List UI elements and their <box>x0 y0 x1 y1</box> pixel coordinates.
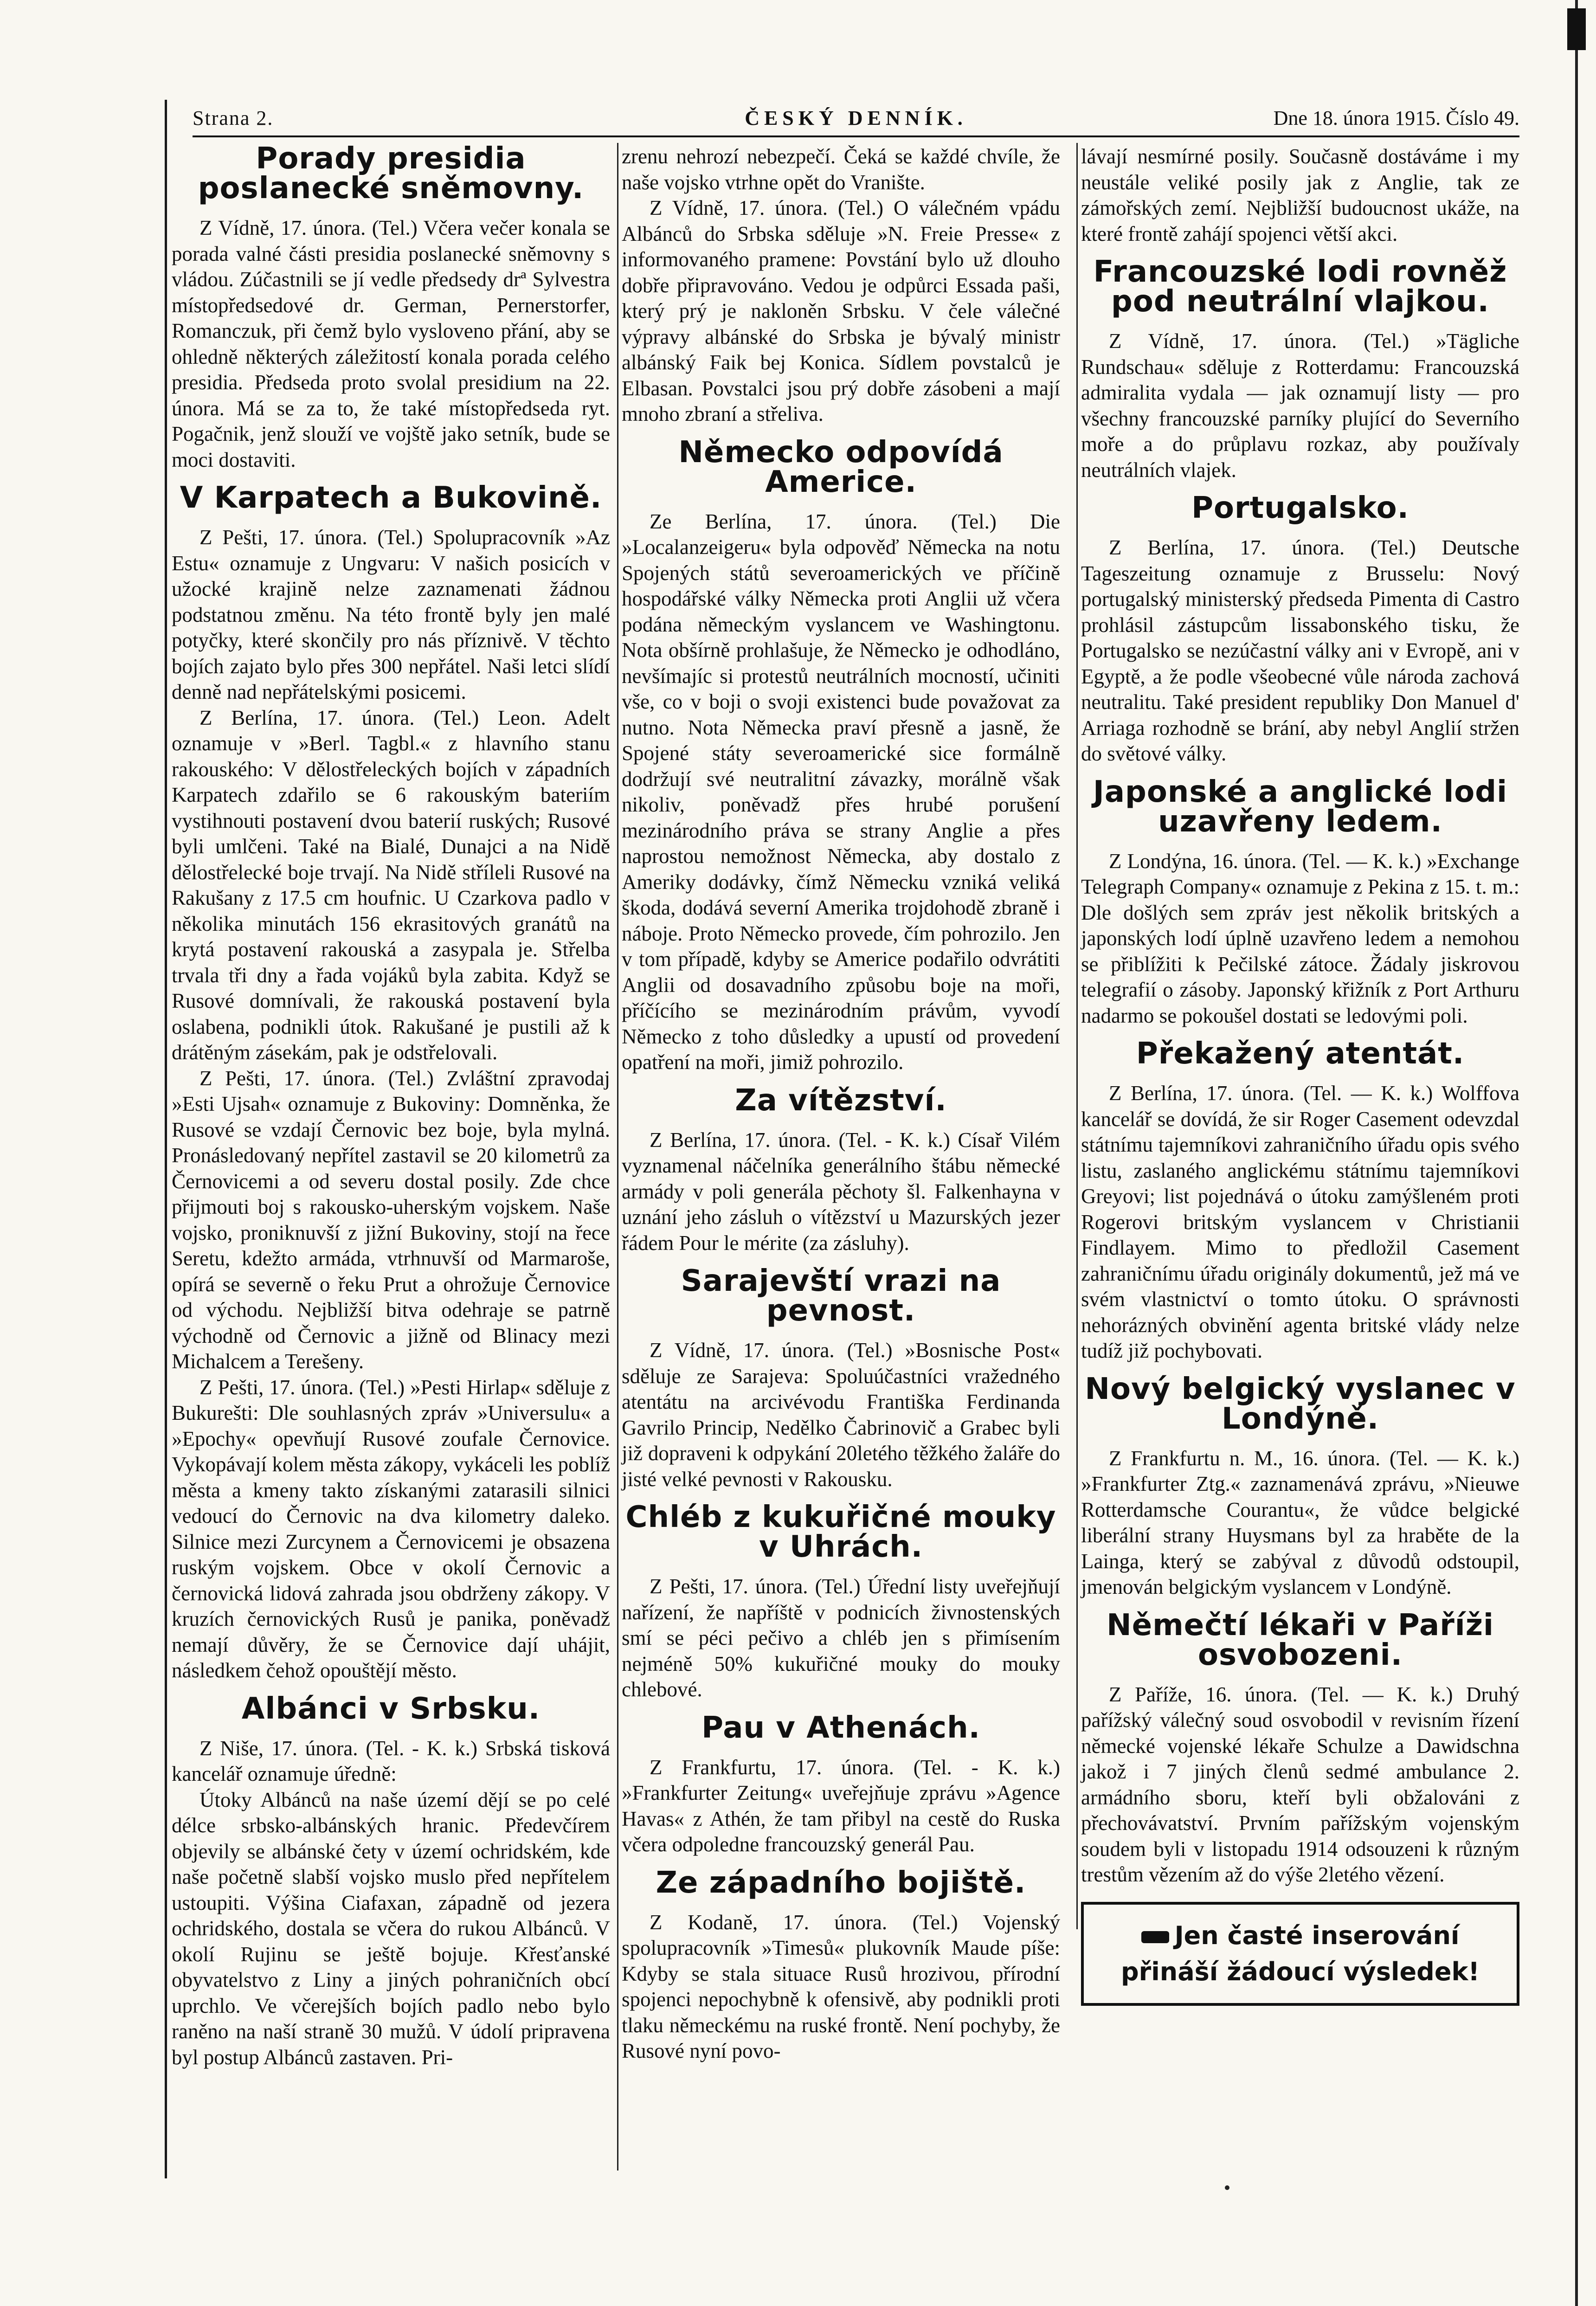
article-headline: Za vítězství. <box>735 1083 947 1118</box>
article-presidium <box>172 144 610 473</box>
article-headline: Německo odpovídá Americe. <box>678 435 1004 499</box>
ad-text: Jen časté inserování <box>1174 1920 1460 1950</box>
article-portugal <box>1081 493 1519 767</box>
article-albanians-continued <box>622 144 1060 427</box>
article-paragraph: Útoky Albánců na naše území dějí se po celé délce srbsko-albánských hranic. Předevčírem objevily se albánské čety v území ochridském, kde naše početně slabší vojsko muslo před nepřítelem ustoupiti. Výšina Ciafaxan, západně od jezera ochridského, dostala se včera do rukou Albánců. V okolí Rujinu se ještě bojuje. Křesťanské obyvatelstvo z Liny a jiných pohraničních obcí uprchlo. Ve včerejších bojích padlo nebo bylo raněno na naší straně 30 mužů. V údolí pripravena byl postup Albánců zastaven. Pri- <box>172 1788 610 2069</box>
page-number: Strana 2. <box>193 107 274 129</box>
article-paragraph: lávají nesmírné posily. Současně dostáváme i my neustále veliké posily jak z Anglie, tak ze zámořských zemí. Nejbližší budoucnost ukáže, na které frontě zahájí spojenci větší akci. <box>1081 145 1519 245</box>
article-paragraph: Z Pešti, 17. února. (Tel.) Úřední listy uveřejňují nařízení, že napříště v podnicích živnostenských smí se péci pečivo a chléb jen s přimísením nejméně 50% kukuřičné mouky do mouky chlebové. <box>622 1575 1060 1701</box>
article-paragraph: Z Pešti, 17. února. (Tel.) Spolupracovník »Az Estu« oznamuje z Ungvaru: V našich posicích v užocké krajině nelze zaznamenati žádnou podstatnou změnu. Na této frontě byly jen malé potyčky, které skončily pro nás příznivě. V těchto bojích zajato bylo přes 300 nepřátel. Naši letci slídí denně nad nepřátelskými posicemi. <box>172 526 610 703</box>
article-paragraph: Z Londýna, 16. února. (Tel. — K. k.) »Exchange Telegraph Company« oznamuje z Pekina z 15. t. m.: Dle došlých sem zpráv jest několik britských a japonských lodí úplně uzavřeno ledem a nemohou se přiblížiti k Pečilské zátoce. Žádaly jiskrovou telegrafií o zásoby. Japonský křižník z Port Arthuru nadarmo se pokoušel dostati se ledovými poli. <box>1081 849 1519 1027</box>
article-headline: Pau v Athenách. <box>701 1710 980 1745</box>
article-carpathians <box>172 483 610 1684</box>
article-german-doctors <box>1081 1610 1519 1888</box>
article-paragraph: Z Berlína, 17. února. (Tel. - K. k.) Císař Vilém vyznamenal náčelníka generálního štábu německé armády v poli generála pěchoty šl. Falkenhayna v uznání jeho zásluh o vítězství u Mazurských jezer řádem Pour le mérite (za zásluhy). <box>622 1128 1060 1255</box>
masthead <box>193 102 1519 135</box>
ad-line <box>1088 1918 1512 1954</box>
article-headline: Chléb z kukuřičné mouky v Uhrách. <box>625 1500 1056 1564</box>
column-rule <box>1076 143 1078 1929</box>
article-western-front-continued <box>1081 144 1519 247</box>
article-paragraph: Z Berlína, 17. února. (Tel.) Deutsche Tageszeitung oznamuje z Brusselu: Nový portugalský ministerský předseda Pimenta di Castro prohlásil zástupcům lissabonského tisku, že Portugalsko se nezúčastní války ani v Evropě, ani v Egyptě, a že podle všeobecné vůle národa zachová neutralitu. Také president republiky Don Manuel d' Arriaga rozhodně se brání, aby nebyl Anglií stržen do světové války. <box>1081 536 1519 765</box>
article-headline: Porady presidia poslanecké sněmovny. <box>198 142 584 206</box>
pointing-hand-icon <box>1141 1931 1169 1943</box>
article-headline: Portugalsko. <box>1191 491 1409 525</box>
article-paragraph: Z Frankfurtu, 17. února. (Tel. - K. k.) »Frankfurter Zeitung« uveřejňuje zprávu »Agence Havas« z Athén, že tam přibyl na cestě do Ruska včera odpoledne francouzský generál Pau. <box>622 1755 1060 1856</box>
article-paragraph: zrenu nehrozí nebezpečí. Čeká se každé chvíle, že naše vojsko vtrhne opět do Vranište. <box>622 145 1060 194</box>
scan-corner-mark <box>1567 8 1586 50</box>
article-french-ships <box>1081 257 1519 483</box>
article-paragraph: Z Paříže, 16. února. (Tel. — K. k.) Druhý pařížský válečný soud osvobodil v revisním řízení německé vojenské lékaře Schulze a Dawidschna jakož i 7 jiných členů sedmé ambulance 2. armádního sboru, kteří byli obžalováni z přechovávatství. Prvním pařížským vojenským soudem byli v listopadu 1914 odsouzeni k různým trestům vězením až do výše 2letého vězení. <box>1081 1682 1519 1886</box>
article-headline: Japonské a anglické lodi uzavřeny ledem. <box>1093 774 1507 839</box>
column-2 <box>622 144 1060 2064</box>
article-headline: Překažený atentát. <box>1136 1037 1465 1071</box>
article-headline: Albánci v Srbsku. <box>241 1691 541 1726</box>
article-headline: Němečtí lékaři v Paříži osvobozeni. <box>1107 1608 1494 1672</box>
article-paragraph: Z Vídně, 17. února. (Tel.) O válečném vpádu Albánců do Srbska sděluje »N. Freie Presse« z informovaného pramene: Povstání bylo už dlouho dobře připravováno. Vedou je odpůrci Essada paši, který prý je nakloněn Srbsku. V čele válečné výpravy albánské do Srbska je bývalý ministr albánský Faik bej Konica. Sídlem povstalců je Elbasan. Povstalci jsou prý dobře zásobeni a mají mnoho zbraní a střeliva. <box>622 196 1060 425</box>
article-corn-bread <box>622 1502 1060 1703</box>
article-headline: Nový belgický vyslanec v Londýně. <box>1085 1372 1516 1436</box>
article-thwarted-attack <box>1081 1039 1519 1364</box>
article-paragraph: Z Niše, 17. února. (Tel. - K. k.) Srbská tisková kancelář oznamuje úředně: <box>172 1736 610 1785</box>
article-paragraph: Z Berlína, 17. února. (Tel.) Leon. Adelt oznamuje v »Berl. Tagbl.« z hlavního stanu rakouského: V dělostřeleckých bojích v západních Karpatech zdařilo se 6 rakouským bateriím vystihnouti postavení dvou baterií ruských; Rusové byli umlčeni. Také na Bialé, Dunajci a na Nidě dělostřelecké boje trvají. Na Nidě stříleli Rusové na Rakušany z 17.5 cm houfnic. U Czarkova padlo v několika minutách 156 ekrasitových granátů na krytá postavení rakouská a zasypala je. Střelba trvala tři dny a řada vojáků byla zabita. Když se Rusové domnívali, že rakouská postavení byla oslabena, podnikli útok. Rakušané je pustili až k drátěným zásekám, pak je odstřelovali. <box>172 706 610 1064</box>
column-1 <box>172 144 610 2070</box>
scan-edge <box>1575 0 1578 2306</box>
article-paragraph: Z Frankfurtu n. M., 16. února. (Tel. — K. k.) »Frankfurter Ztg.« zaznamenává zprávu, »Nieuwe Rotterdamsche Courantu«, že vůdce belgické liberální strany Huysmans byl za hraběte de la Lainga, který se zabýval z důvodů odstoupil, jmenován belgickým vyslancem v Londýně. <box>1081 1446 1519 1598</box>
article-headline: Ze západního bojiště. <box>656 1865 1026 1900</box>
article-albanians <box>172 1691 610 2071</box>
advertisement-box <box>1081 1902 1519 2006</box>
article-belgian-envoy <box>1081 1374 1519 1600</box>
article-germany-america <box>622 435 1060 1076</box>
article-western-front <box>622 1865 1060 2064</box>
page-mark <box>1225 2185 1229 2190</box>
article-paragraph: Z Vídně, 17. února. (Tel.) »Bosnische Post« sděluje ze Sarajeva: Spoluúčastníci vražedného atentátu na arcivévodu Františka Ferdinanda Gavrilo Princip, Nedělko Čabrinovič a Grabec byli již dopraveni k odpykání 20letého těžkého žaláře do jisté velké pevnosti v Rakousku. <box>622 1339 1060 1491</box>
article-headline: Francouzské lodi rovněž pod neutrální vlajkou. <box>1093 255 1507 319</box>
article-sarajevo <box>622 1266 1060 1492</box>
article-paragraph: Z Pešti, 17. února. (Tel.) Zvláštní zpravodaj »Esti Ujsah« oznamuje z Bukoviny: Domněnka, že Rusové se vzdají Černovic bez boje, byla mylná. Pronásledovaný nepřítel zastavil se 20 kilometrů za Černovicemi a od severu dostal posily. Zde chce přijmouti boj s rakousko-uherským vojskem. Naše vojsko, proniknuvší z jižní Bukoviny, stojí na řece Seretu, kdežto armáda, vtrhnuvší od Marmaroše, opírá se severně o řeku Prut a ohrožuje Černovice od východu. Nejbližší bitva odehraje se patrně východně od Černovic a jižně od Blinacy mezi Michalcem a Terešeny. <box>172 1066 610 1373</box>
issue-date: Dne 18. února 1915. Číslo 49. <box>1273 107 1519 129</box>
ad-line: přináší žádoucí výsledek! <box>1120 1957 1480 1986</box>
newspaper-title: ČESKÝ DENNÍK. <box>745 107 967 129</box>
column-3 <box>1081 144 1519 2006</box>
article-for-victory <box>622 1083 1060 1256</box>
article-paragraph: Z Vídně, 17. února. (Tel.) »Tägliche Rundschau« sděluje z Rotterdamu: Francouzská admiralita vydala — jak oznamují listy — pro všechny francouzské parníky plující do Severního moře a do průplavu rozkaz, aby používaly neutrálních vlajek. <box>1081 329 1519 482</box>
article-headline: V Karpatech a Bukovině. <box>180 481 602 515</box>
article-paragraph: Z Kodaně, 17. února. (Tel.) Vojenský spolupracovník »Timesů« plukovník Maude píše: Kdyby se stala situace Rusů hrozivou, přírodní spojenci nepochybně k ofensivě, aby podnikli proti tlaku německému na ruské frontě. Není pochyby, že Rusové nyní povo- <box>622 1910 1060 2062</box>
article-paragraph: Z Berlína, 17. února. (Tel. — K. k.) Wolffova kancelář se dovídá, že sir Roger Casement odevzdal státnímu tajemníkovi zahraničního úřadu opis svého listu, zaslaného anglickému státnímu tajemníkovi Greyovi; list pojednává o útoku zamýšleném proti Rogerovi britským vyslancem v Christianii Findlayem. Mimo to předložil Casement zahraničnímu úřadu originály dokumentů, jež má ve svém vlastnictví o tomto útoku. O správnosti nehorázných obvinění agenta britské vlády nelze tudíž již pochybovati. <box>1081 1082 1519 1362</box>
article-paragraph: Z Pešti, 17. února. (Tel.) »Pesti Hirlap« sděluje z Bukurešti: Dle souhlasných zpráv »Universulu« a »Epochy« opevňují Rusové zoufale Černovice. Vykopávají kolem města zákopy, vykáceli les poblíž města a kmeny takto získanými zatarasili silnici vedoucí do Černovic na dva kilometry daleko. Silnice mezi Zurcynem a Černovicemi je obsazena ruským vojskem. Obce v okolí Černovic a černovická lidová zahrada jsou obdrženy zákopy. V kruzích černovických Rusů je panika, poněvadž nemají důvěry, že se Černovice dají uhájit, následkem čehož opouštějí město. <box>172 1375 610 1682</box>
article-paragraph: Ze Berlína, 17. února. (Tel.) Die »Localanzeigeru« byla odpověď Německa na notu Spojených států severoamerických ve příčině hospodářské války Německa proti Anglii už včera podána německým vyslancem ve Washingtonu. Nota obšírně prohlašuje, že Německo je odhodláno, nevšímajíc si protestů neutrálních mocností, učiniti vše, co v boji o svoji existenci bude považovat za nutno. Nota Německa praví přesně a jasně, že Spojené státy severoamerické sice formálně dodržují své neutralitní závazky, morálně však nikoliv, poněvadž přes hrubé porušení mezinárodního práva se strany Anglie a přes naprostou nemožnost Německa, aby dostalo z Ameriky dodávky, čímž Německu vzniká veliká škoda, dodává severní Amerika trojdohodě zbraně i náboje. Proto Německo provede, čím pohrozilo. Jen v tom případě, kdyby se Americe podařilo odvrátiti Anglii od dosavadního způsobu boje na moři, příčícího se mezinárodním právům, vyvodí Německo z toho důsledky a upustí od provedení opatření na moři, jimiž pohrozilo. <box>622 509 1060 1074</box>
masthead-rule <box>193 135 1519 137</box>
article-ships-ice <box>1081 774 1519 1029</box>
article-paragraph: Z Vídně, 17. února. (Tel.) Včera večer konala se porada valné části presidia poslanecké sněmovny s vládou. Zúčastnili se jí vedle předsedy drª Sylvestra místopředsedové dr. German, Pernerstorfer, Romanczuk, při čemž bylo vysloveno přání, aby se ohledně některých záležitostí konala porada celého presidia. Předseda proto svolal presidium na 22. února. Má se za to, že také místopředseda ryt. Pogačnik, jenž slouží ve vojště jako setník, bude se moci dostaviti. <box>172 216 610 471</box>
article-headline: Sarajevští vrazi na pevnost. <box>681 1264 1001 1328</box>
article-pau-athens <box>622 1710 1060 1858</box>
column-rule <box>617 143 618 2171</box>
